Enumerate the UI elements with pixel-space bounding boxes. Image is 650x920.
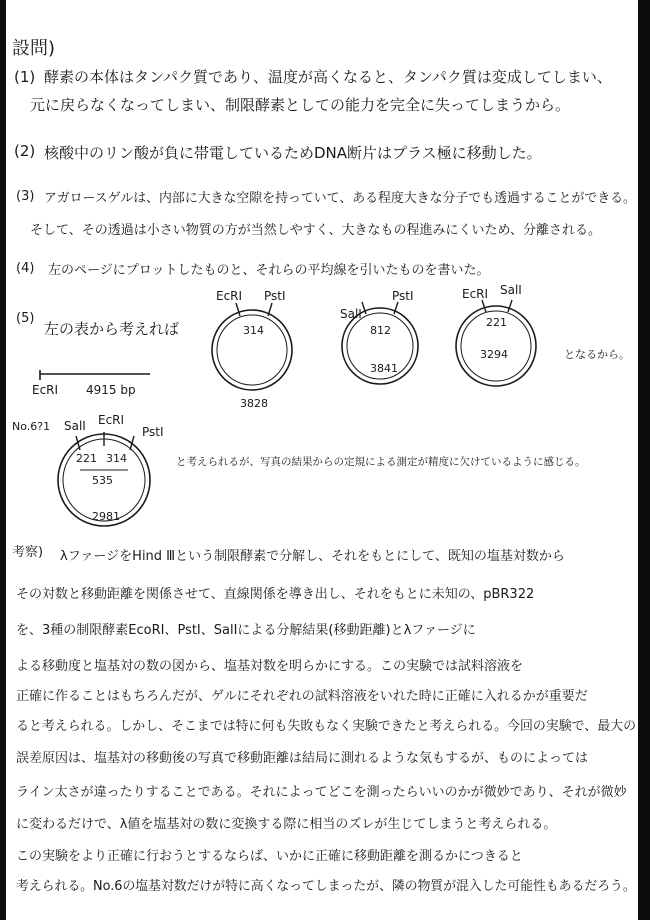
linear-site-label: EcRI	[32, 383, 59, 397]
site-tick-3b	[508, 300, 512, 312]
no6-note: と考えられるが、写真の結果からの定規による測定が精度に欠けているように感じる。	[176, 456, 586, 468]
plasmid-map-ecori-psti	[212, 289, 292, 410]
page-heading: 設問)	[12, 38, 56, 59]
no6-label: No.6?1	[12, 420, 51, 433]
discussion-label: 考察)	[12, 545, 44, 560]
answer-3-line-1: アガロースゲルは、内部に大きな空隙を持っていて、ある程度大きな分子でも透過することができる。	[44, 191, 636, 206]
answer-4-line-1: 左のページにプロットしたものと、それらの平均線を引いたものを書いた。	[48, 263, 490, 278]
diagram-suffix: となるから。	[564, 348, 630, 361]
circle1-outer-size: 3828	[240, 397, 268, 410]
no6-site-1: SalI	[64, 419, 86, 433]
circle2-inner-size: 812	[370, 324, 391, 337]
no6-size-a: 221	[76, 452, 97, 465]
discussion-line-4: よる移動度と塩基対の数の図から、塩基対数を明らかにする。この実験では試料溶液を	[16, 659, 524, 674]
discussion-line-2: その対数と移動距離を関係させて、直線関係を導き出し、それをもとに未知の、pBR322	[16, 587, 535, 602]
no6-site-2: EcRI	[98, 413, 125, 427]
circle3-inner-size: 221	[486, 316, 507, 329]
answer-5-line-1: 左の表から考えれば	[44, 320, 180, 338]
answer-1-number: (1)	[14, 68, 36, 86]
circle2-site-2: PstI	[392, 289, 414, 303]
no6-outer-size: 2981	[92, 510, 120, 523]
plasmid-map-ecori-sali	[456, 283, 536, 386]
circle3-outer-size: 3294	[480, 348, 508, 361]
linear-map	[32, 370, 150, 397]
discussion-line-3: を、3種の制限酵素EcoRI、PstI、SalIによる分解結果(移動距離)とλファージに	[16, 623, 476, 638]
discussion-line-7: 誤差原因は、塩基対の移動後の写真で移動距離は結局に測れるような気もするが、ものによっては	[16, 751, 589, 766]
discussion-line-5: 正確に作ることはもちろんだが、ゲルにそれぞれの試料溶液をいれた時に正確に入れるかが重要だ	[16, 689, 588, 704]
answer-1-line-2: 元に戻らなくなってしまい、制限酵素としての能力を完全に失ってしまうから。	[30, 96, 571, 114]
discussion-line-9: に変わるだけで、λ値を塩基対の数に変換する際に相当のズレが生じてしまうと考えられる。	[16, 817, 557, 832]
answer-4-number: (4)	[16, 261, 35, 276]
discussion-line-8: ライン太さが違ったりすることである。それによってどこを測ったらいいのかが微妙であり、それが微妙	[16, 785, 627, 800]
answer-5-number: (5)	[16, 311, 35, 326]
answer-2-line-1: 核酸中のリン酸が負に帯電しているためDNA断片はプラス極に移動した。	[44, 144, 542, 162]
no6-size-c: 535	[92, 474, 113, 487]
plasmid-map-sali-psti	[340, 289, 418, 384]
circle1-inner-size: 314	[243, 324, 264, 337]
discussion-line-11: 考えられる。No.6の塩基対数だけが特に高くなってしまったが、隣の物質が混入した可能性もあるだろう。	[16, 879, 636, 894]
site-tick-3a	[482, 300, 486, 312]
circle1-site-1: EcRI	[216, 289, 243, 303]
discussion-line-10: この実験をより正確に行おうとするならば、いかに正確に移動距離を測るかにつきると	[16, 849, 523, 864]
no6-site-3: PstI	[142, 425, 164, 439]
circle1-site-2: PstI	[264, 289, 286, 303]
answer-2-number: (2)	[14, 142, 36, 160]
answer-3-line-2: そして、その透過は小さい物質の方が当然しやすく、大きなもの程進みにくいため、分離される。	[30, 223, 601, 238]
answer-3-number: (3)	[16, 189, 35, 204]
answer-1-line-1: 酵素の本体はタンパク質であり、温度が高くなると、タンパク質は変成してしまい、	[44, 68, 612, 86]
discussion-line-6: ると考えられる。しかし、そこまでは特に何も失敗もなく実験できたと考えられる。今回の実験で、最大の	[16, 719, 637, 734]
linear-size-label: 4915 bp	[86, 383, 136, 397]
site-tick-1a	[236, 303, 240, 316]
circle3-site-2: SalI	[500, 283, 522, 297]
circle2-site-1: SalI	[340, 307, 362, 321]
no6-size-b: 314	[106, 452, 127, 465]
plasmid-circle-1	[212, 310, 292, 390]
plasmid-map-no6	[12, 413, 164, 526]
circle2-outer-size: 3841	[370, 362, 398, 375]
circle3-site-1: EcRI	[462, 287, 489, 301]
discussion-line-1: λファージをHind Ⅲという制限酵素で分解し、それをもとにして、既知の塩基対数から	[60, 549, 565, 564]
